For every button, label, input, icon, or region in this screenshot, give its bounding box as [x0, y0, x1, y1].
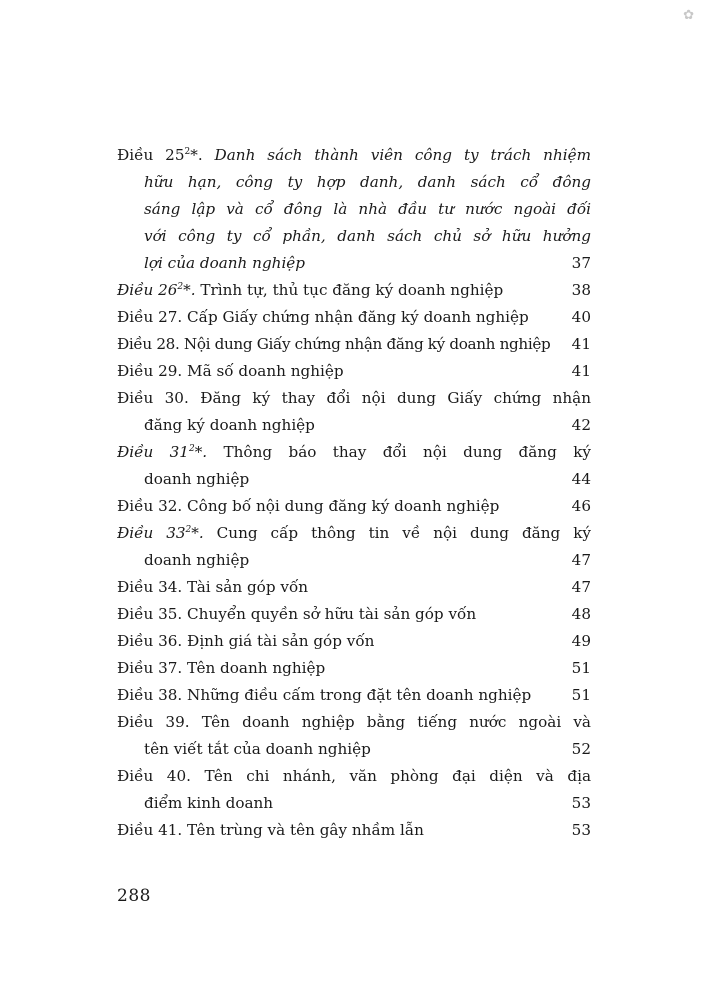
toc-line [117, 709, 591, 736]
toc-line-text: sáng lập và cổ đông là nhà đầu tư nước ngoài đối [144, 200, 591, 218]
page-number: 41 [571, 362, 591, 380]
toc-line [117, 385, 591, 412]
toc-entry-30 [117, 385, 591, 439]
article-label: Điều 32. [117, 497, 183, 515]
article-title: Tên trùng và tên gây nhầm lẫn [182, 821, 424, 839]
toc-line-text [117, 605, 476, 623]
toc-line-text [117, 146, 591, 164]
toc-line [117, 304, 591, 331]
article-title: Trình tự, thủ tục đăng ký doanh nghiệp [195, 281, 504, 299]
page-number: 47 [571, 578, 591, 596]
toc-line-text [117, 524, 591, 542]
toc-entry-33 [117, 520, 591, 574]
article-title: Cung cấp thông tin về nội dung đăng ký [203, 524, 591, 542]
toc-entry-39 [117, 709, 591, 763]
toc-line [117, 169, 591, 196]
toc-line [117, 331, 591, 358]
toc-line [117, 142, 591, 169]
toc-line-text [117, 632, 374, 650]
article-label: Điều $31^2*$. [117, 443, 208, 461]
article-title: Chuyển quyền sở hữu tài sản góp vốn [182, 605, 477, 623]
toc-entry-28 [117, 331, 591, 358]
article-title: Tên doanh nghiệp bằng tiếng nước ngoài và [189, 713, 591, 731]
page-folio: 288 [117, 886, 151, 906]
toc-line [117, 736, 591, 763]
page-number: 46 [571, 497, 591, 515]
article-title: Cấp Giấy chứng nhận đăng ký doanh nghiệp [182, 308, 529, 326]
article-label: Điều 37. [117, 659, 183, 677]
article-title: Mã số doanh nghiệp [182, 362, 344, 380]
toc-line [117, 574, 591, 601]
toc-entry-32 [117, 493, 591, 520]
toc-entry-37 [117, 655, 591, 682]
article-label: Điều $26^2*$. [117, 281, 196, 299]
article-label: Điều 34. [117, 578, 183, 596]
page-number: 38 [571, 281, 591, 299]
article-label: Điều 41. [117, 821, 183, 839]
page-number: 51 [571, 659, 591, 677]
article-label: Điều 27. [117, 308, 183, 326]
toc-line [117, 412, 591, 439]
page-number: 47 [571, 551, 591, 569]
toc-entry-35 [117, 601, 591, 628]
toc-line [117, 682, 591, 709]
toc-line [117, 547, 591, 574]
toc-line-text: tên viết tắt của doanh nghiệp [144, 740, 371, 758]
toc-line-text [117, 821, 424, 839]
toc-line-text [117, 362, 344, 380]
toc-line [117, 601, 591, 628]
toc-entry-40 [117, 763, 591, 817]
page-number: 37 [571, 254, 591, 272]
page-number: 53 [571, 821, 591, 839]
article-label: Điều 36. [117, 632, 183, 650]
page-number: 52 [571, 740, 591, 758]
page-number: 51 [571, 686, 591, 704]
article-label: Điều 30. [117, 389, 189, 407]
toc-line-text [117, 308, 529, 326]
toc-line-text: đăng ký doanh nghiệp [144, 416, 315, 434]
toc-line-text: hữu hạn, công ty hợp danh, danh sách cổ đông [144, 173, 591, 191]
toc-line [117, 439, 591, 466]
toc-line-text [117, 335, 550, 353]
toc-line [117, 655, 591, 682]
article-title: Thông báo thay đổi nội dung đăng ký [207, 443, 591, 461]
toc-entry-25 [117, 142, 591, 277]
toc-entry-27 [117, 304, 591, 331]
article-label: Điều 28. [117, 335, 180, 353]
page-number: 41 [571, 335, 591, 353]
article-label: Điều 38. [117, 686, 183, 704]
toc-line-text: điểm kinh doanh [144, 794, 274, 812]
toc-line-text [117, 686, 531, 704]
toc-line [117, 250, 591, 277]
article-label: Điều 39. [117, 713, 190, 731]
toc-entry-38 [117, 682, 591, 709]
toc-line-text: doanh nghiệp [144, 551, 250, 569]
article-title: Định giá tài sản góp vốn [182, 632, 375, 650]
toc-line-text [117, 659, 325, 677]
toc-line-text [117, 578, 308, 596]
toc-line [117, 223, 591, 250]
toc-line [117, 277, 591, 304]
article-title: Tài sản góp vốn [182, 578, 309, 596]
page-number: 42 [571, 416, 591, 434]
article-title: Danh sách thành viên công ty trách nhiệm [202, 146, 591, 164]
toc-line-text [117, 443, 591, 461]
table-of-contents [117, 142, 591, 844]
toc-line [117, 493, 591, 520]
toc-entry-34 [117, 574, 591, 601]
toc-line-text [117, 389, 591, 407]
toc-line [117, 196, 591, 223]
toc-line-text: lợi của doanh nghiệp [144, 254, 306, 272]
toc-entry-36 [117, 628, 591, 655]
page-number: 48 [571, 605, 591, 623]
toc-entry-26 [117, 277, 591, 304]
article-label: Điều $33^2*$. [117, 524, 204, 542]
toc-line [117, 520, 591, 547]
article-title: Tên doanh nghiệp [182, 659, 326, 677]
article-title: Tên chi nhánh, văn phòng đại diện và địa [190, 767, 591, 785]
toc-line [117, 763, 591, 790]
toc-line [117, 358, 591, 385]
toc-entry-29 [117, 358, 591, 385]
toc-line-text [117, 767, 591, 785]
page-number: 49 [571, 632, 591, 650]
article-label: Điều 29. [117, 362, 183, 380]
page-number: 40 [571, 308, 591, 326]
toc-line-text [117, 713, 591, 731]
toc-entry-31 [117, 439, 591, 493]
toc-line [117, 817, 591, 844]
toc-entry-41 [117, 817, 591, 844]
article-label: Điều 35. [117, 605, 183, 623]
page-number: 44 [571, 470, 591, 488]
decorative-flower-icon: ✿ [683, 8, 694, 23]
toc-line [117, 790, 591, 817]
article-title: Công bố nội dung đăng ký doanh nghiệp [182, 497, 500, 515]
article-label: Điều 40. [117, 767, 191, 785]
article-title: Nội dung Giấy chứng nhận đăng ký doanh nghiệp [179, 335, 551, 353]
article-label: Điều $25^2*$. [117, 146, 203, 164]
toc-line [117, 466, 591, 493]
article-title: Những điều cấm trong đặt tên doanh nghiệp [182, 686, 532, 704]
article-title: Đăng ký thay đổi nội dung Giấy chứng nhận [188, 389, 591, 407]
toc-line-text [117, 281, 503, 299]
toc-line [117, 628, 591, 655]
toc-line-text: với công ty cổ phần, danh sách chủ sở hữu hưởng [144, 227, 591, 245]
toc-line-text: doanh nghiệp [144, 470, 250, 488]
page-number: 53 [571, 794, 591, 812]
toc-line-text [117, 497, 499, 515]
